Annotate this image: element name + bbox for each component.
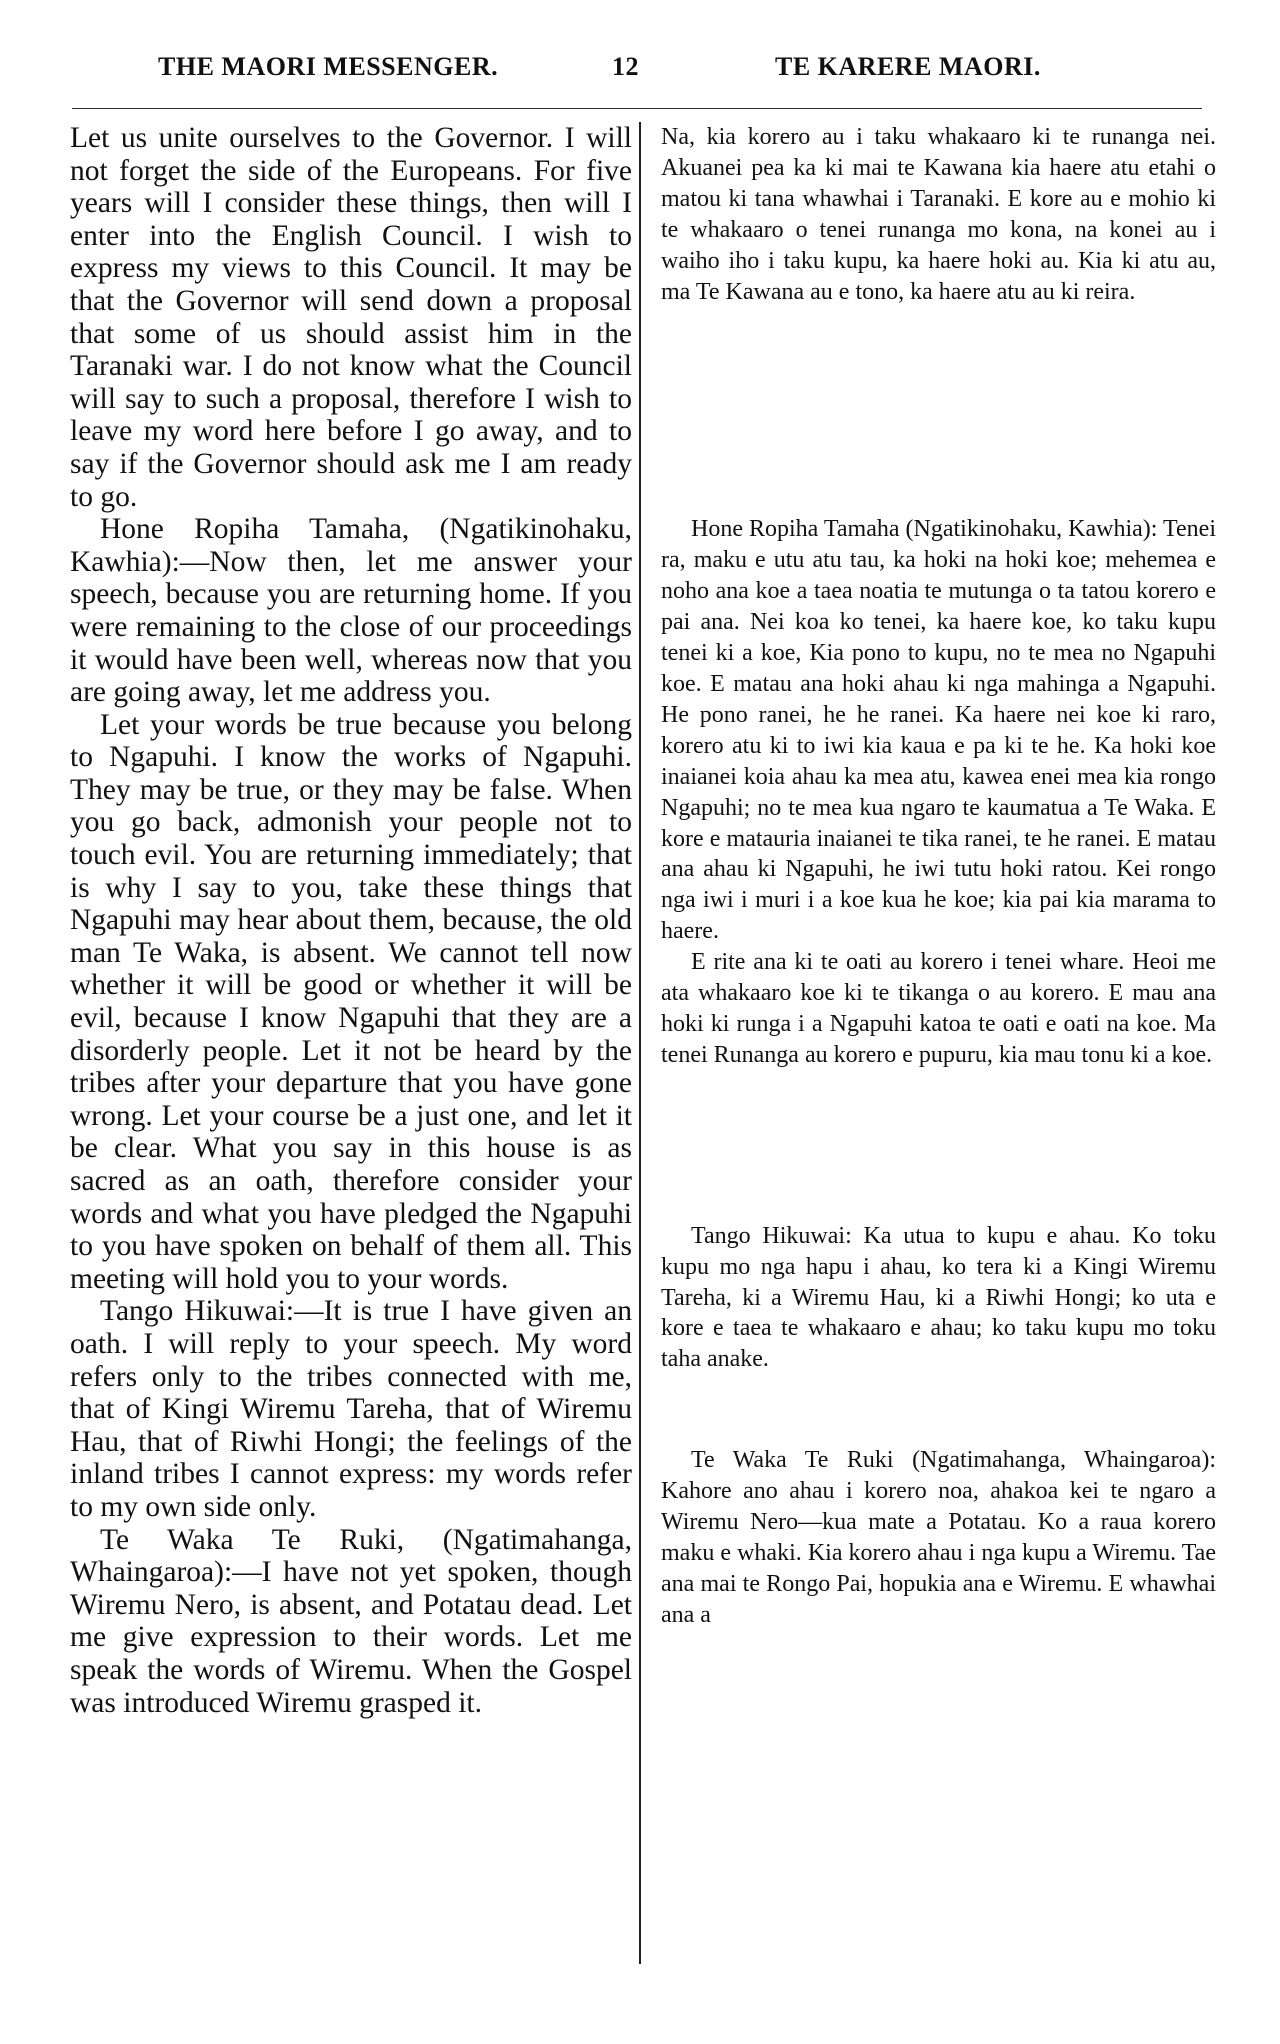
maori-paragraph-4: Tango Hikuwai: Ka utua to kupu e ahau. Ko toku kupu mo nga hapu i ahau, ko tera ki a Kingi Wiremu Tareha, ki a Wiremu Hau, ki a Riwhi Hongi; ko uta e kore e taea te whakaaro e ahau; ko taku kupu mo toku taha anake. [661, 1222, 1216, 1373]
english-paragraph-4: Tango Hikuwai:—It is true I have given an oath. I will reply to your speech. My word refers only to the tribes connected with me, that of Kingi Wiremu Tareha, that of Wiremu Hau, that of Riwhi Hongi; the feelings of the inland tribes I cannot express: my words refer to my own side only. [70, 1295, 632, 1523]
maori-paragraph-5: Te Waka Te Ruki (Ngatimahanga, Whaingaroa): Kahore ano ahau i korero noa, ahakoa kei te ngaro a Wiremu Nero—kua mate a Potatau. Ko a raua korero maku e whaki. Kia korero ahau i nga kupu a Wiremu. Tae ana mai te Rongo Pai, hopukia ana e Wiremu. E whawhai ana a [661, 1447, 1216, 1628]
maori-paragraph-2: Hone Ropiha Tamaha (Ngatikinohaku, Kawhia): Tenei ra, maku e utu atu tau, ka hoki na hoki koe; mehemea e noho ana koe a taea noatia te mutunga o ta tatou korero e pai ana. Nei koa ko tenei, ka haere koe, ko taku kupu tenei ki a koe, Kia pono to kupu, no te mea no Ngapuhi koe. E matau ana hoki ahau ki nga mahinga a Ngapuhi. He pono ranei, he he ranei. Ka haere nei koe ki raro, korero atu ki to iwi kia kaua e pa ki te he. Ka hoki koe inaianei koia ahau ka mea atu, kawea enei mea kia rongo Ngapuhi; no te mea kua ngaro te kaumatua a Te Waka. E kore e matauria inaianei te tika ranei, te he ranei. E matau ana ahau ki Ngapuhi, he iwi tutu hoki ratou. Kei rongo nga iwi i muri i a koe kua he koe; kia pai kia marama to haere. [661, 516, 1216, 945]
column-divider [639, 122, 641, 1964]
header-rule [72, 108, 1202, 109]
maori-paragraph-3: E rite ana ki te oati au korero i tenei whare. Heoi me ata whakaaro koe ki te tikanga o au korero. E mau ana hoki ki runga i a Ngapuhi katoa te oati e oati na koe. Ma tenei Runanga au korero e pupuru, kia mau tonu ki a koe. [661, 949, 1216, 1068]
spacer [661, 1375, 1216, 1445]
english-paragraph-5: Te Waka Te Ruki, (Ngatimahanga, Whaingaroa):—I have not yet spoken, though Wiremu Nero, is absent, and Potatau dead. Let me give expression to their words. Let me speak the words of Wiremu. When the Gospel was introduced Wiremu grasped it. [70, 1523, 632, 1719]
english-paragraph-3: Let your words be true because you belong to Ngapuhi. I know the works of Ngapuhi. They may be true, or they may be false. When you go back, admonish your people not to touch evil. You are returning immediately; that is why I say to you, take these things that Ngapuhi may hear about them, because, the old man Te Waka, is absent. We cannot tell now whether it will be good or whether it will be evil, because I know Ngapuhi that they are a disorderly people. Let it not be heard by the tribes after your departure that you have gone wrong. Let your course be a just one, and let it be clear. What you say in this house is as sacred as an oath, therefore consider your words and what you have pledged the Ngapuhi to you have spoken on behalf of them all. This meeting will hold you to your words. [70, 708, 632, 1295]
english-paragraph-2: Hone Ropiha Tamaha, (Ngatikinohaku, Kawhia):—Now then, let me answer your speech, because you are returning home. If you were remaining to the close of our proceedings it would have been well, whereas now that you are going away, let me address you. [70, 513, 632, 709]
maori-column [661, 122, 1216, 1631]
english-column [70, 122, 632, 1719]
spacer [661, 1071, 1216, 1221]
maori-paragraph-1: Na, kia korero au i taku whakaaro ki te runanga nei. Akuanei pea ka ki mai te Kawana kia haere atu etahi o matou ki tana whawhai i Taranaki. E kore au e mohio ki te whakaaro o tenei runanga mo kona, na konei au i waiho iho i taku kupu, ka haere hoki au. Kia ki atu au, ma Te Kawana au e tono, ka haere atu au ki reira. [661, 124, 1216, 305]
running-title-maori: TE KARERE MAORI. [775, 52, 1041, 81]
spacer [661, 307, 1216, 514]
english-paragraph-1: Let us unite ourselves to the Governor. I will not forget the side of the Europeans. For five years will I consider these things, then will I enter into the English Council. I wish to express my views to this Council. It may be that the Governor will send down a proposal that some of us should assist him in the Taranaki war. I do not know what the Council will say to such a proposal, therefore I wish to leave my word here before I go away, and to say if the Governor should ask me I am ready to go. [70, 122, 632, 513]
page-number: 12 [612, 52, 639, 81]
running-title-english: THE MAORI MESSENGER. [158, 52, 499, 81]
